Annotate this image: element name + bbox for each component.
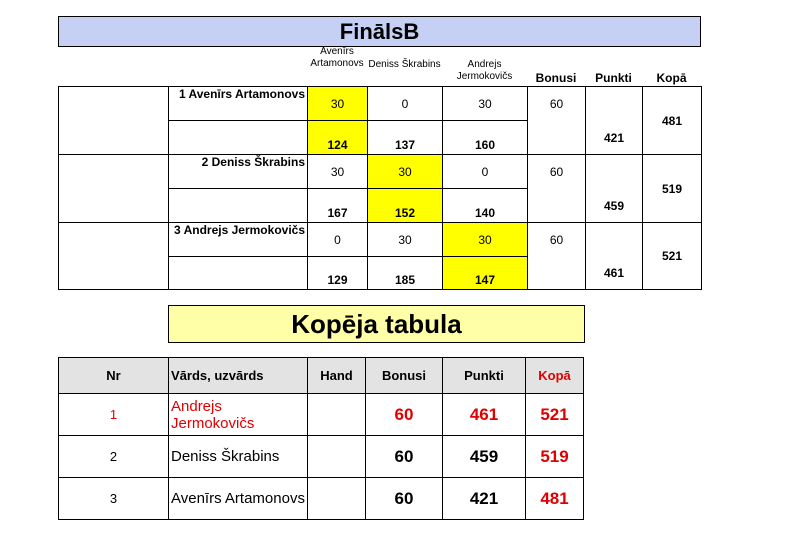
score-cell: 129	[308, 257, 368, 290]
col-header-player-2	[367, 59, 442, 71]
header-kopa: Kopā	[526, 358, 584, 394]
empty-cell	[169, 257, 308, 290]
page-title: FinālsB	[58, 16, 701, 47]
score-cell: 30	[308, 155, 368, 189]
player-name: 1 Avenīrs Artamonovs	[169, 87, 308, 121]
header-nr: Nr	[59, 358, 169, 394]
player-name: 2 Deniss Škrabins	[169, 155, 308, 189]
col-header-player-3	[442, 59, 527, 83]
punkti-cell: 459	[586, 155, 643, 223]
row-spacer	[59, 87, 169, 155]
col-header-label: Avenīrs Artamonovs	[310, 46, 364, 69]
header-hand: Hand	[308, 358, 366, 394]
summary-title: Kopēja tabula	[168, 305, 585, 343]
score-cell: 147	[443, 257, 528, 290]
table-row	[59, 436, 584, 478]
table-row	[59, 478, 584, 520]
score-cell: 30	[308, 87, 368, 121]
score-cell: 30	[368, 155, 443, 189]
col-header-punkti: Punkti	[595, 71, 632, 85]
hand-cell	[308, 436, 366, 478]
name-cell: Deniss Škrabins	[169, 436, 308, 478]
player-name: 3 Andrejs Jermokovičs	[169, 223, 308, 257]
score-cell: 0	[443, 155, 528, 189]
punkti-cell: 459	[443, 436, 526, 478]
score-cell: 152	[368, 189, 443, 223]
kopa-cell: 519	[643, 155, 702, 223]
score-cell: 30	[443, 87, 528, 121]
empty-cell	[169, 121, 308, 155]
bonusi-cell: 60	[528, 87, 586, 155]
score-cell: 30	[443, 223, 528, 257]
header-name: Vārds, uzvārds	[169, 358, 308, 394]
score-cell: 160	[443, 121, 528, 155]
score-cell: 0	[308, 223, 368, 257]
score-cell: 167	[308, 189, 368, 223]
score-cell: 30	[368, 223, 443, 257]
col-header-label: Andrejs Jermokovičs	[456, 59, 513, 82]
score-cell: 140	[443, 189, 528, 223]
score-cell: 137	[368, 121, 443, 155]
empty-cell	[169, 189, 308, 223]
score-cell: 0	[368, 87, 443, 121]
table-row	[59, 394, 584, 436]
hand-cell	[308, 478, 366, 520]
header-punkti: Punkti	[443, 358, 526, 394]
bonusi-cell: 60	[528, 155, 586, 223]
rank-cell: 1	[59, 394, 169, 436]
punkti-cell: 461	[586, 223, 643, 290]
punkti-cell: 421	[586, 87, 643, 155]
finals-table	[58, 86, 702, 290]
kopa-cell: 521	[526, 394, 584, 436]
kopa-cell: 481	[526, 478, 584, 520]
rank-cell: 2	[59, 436, 169, 478]
punkti-cell: 421	[443, 478, 526, 520]
punkti-cell: 461	[443, 394, 526, 436]
summary-table	[58, 357, 584, 520]
col-header-player-1	[307, 46, 367, 70]
col-header-label: Deniss Škrabins	[368, 59, 441, 70]
kopa-cell: 521	[643, 223, 702, 290]
score-cell: 185	[368, 257, 443, 290]
bonusi-cell: 60	[366, 436, 443, 478]
col-header-bonusi: Bonusi	[535, 71, 577, 85]
bonusi-cell: 60	[528, 223, 586, 290]
row-spacer	[59, 155, 169, 223]
rank-cell: 3	[59, 478, 169, 520]
hand-cell	[308, 394, 366, 436]
kopa-cell: 519	[526, 436, 584, 478]
row-spacer	[59, 223, 169, 290]
bonusi-cell: 60	[366, 394, 443, 436]
kopa-cell: 481	[643, 87, 702, 155]
score-cell: 124	[308, 121, 368, 155]
col-header-kopa: Kopā	[656, 71, 687, 85]
header-bonusi: Bonusi	[366, 358, 443, 394]
bonusi-cell: 60	[366, 478, 443, 520]
name-cell: Avenīrs Artamonovs	[169, 478, 308, 520]
name-cell: Andrejs Jermokovičs	[169, 394, 308, 436]
